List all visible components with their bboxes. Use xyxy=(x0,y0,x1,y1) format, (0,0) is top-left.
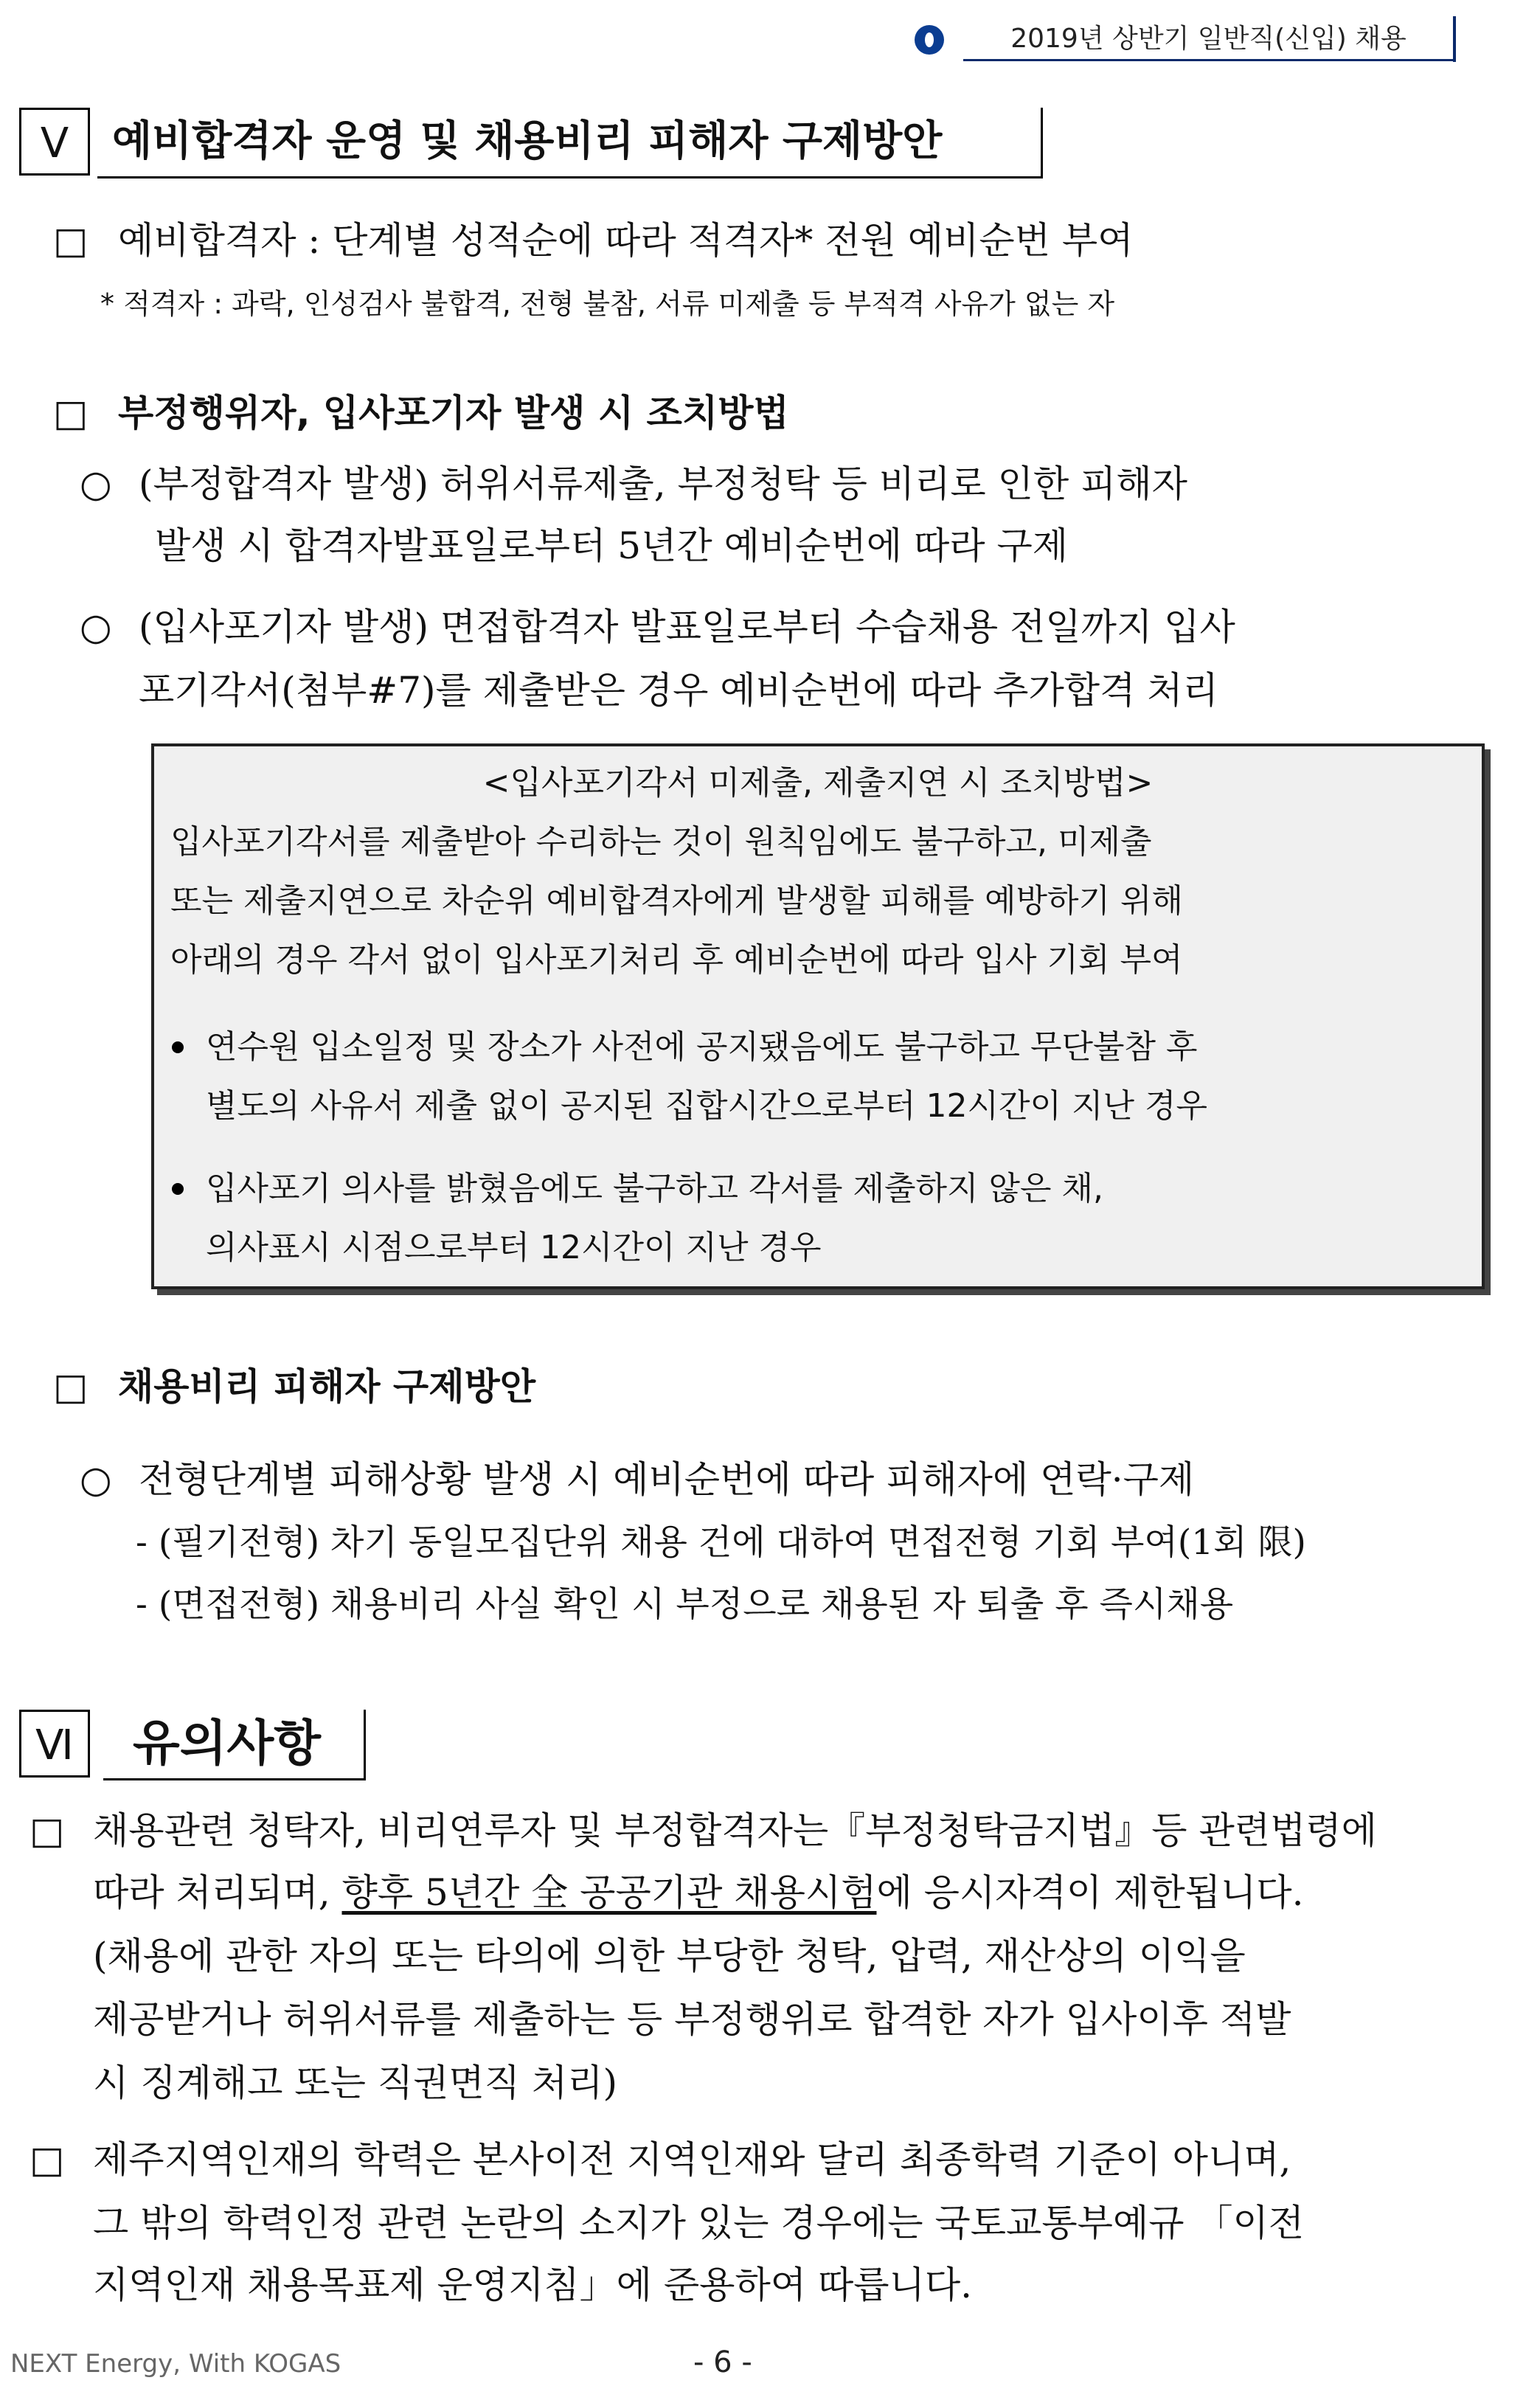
circle-bullet-icon: ○ xyxy=(80,606,112,648)
box-paragraph-line: 입사포기각서를 제출받아 수리하는 것이 원칙임에도 불구하고, 미제출 xyxy=(170,823,1152,861)
checkbox-square-icon: □ xyxy=(30,2138,65,2181)
withdrawal-notice-box xyxy=(151,743,1485,1289)
checkbox-square-icon: □ xyxy=(53,1365,89,1408)
reserve-heading: 예비합격자 : 단계별 성적순에 따라 적격자* 전원 예비순번 부여 xyxy=(118,219,1134,262)
relief-sub1: - (필기전형) 차기 동일모집단위 채용 건에 대하여 면접전형 기회 부여(1회 限) xyxy=(136,1522,1306,1563)
relief-item1: 전형단계별 피해상황 발생 시 예비순번에 따라 피해자에 연락·구제 xyxy=(139,1458,1195,1501)
header-divider xyxy=(1453,16,1456,62)
header-title: 2019년 상반기 일반직(신입) 채용 xyxy=(963,19,1454,61)
section-number: Ⅴ xyxy=(19,108,90,176)
box-paragraph-line: 아래의 경우 각서 없이 입사포기처리 후 예비순번에 따라 입사 기회 부여 xyxy=(170,941,1183,979)
box-bullet1-line1: 연수원 입소일정 및 장소가 사전에 공지됐음에도 불구하고 무단불참 후 xyxy=(206,1028,1198,1066)
checkbox-square-icon: □ xyxy=(30,1809,65,1852)
measures-heading: 부정행위자, 입사포기자 발생 시 조치방법 xyxy=(118,392,789,434)
section-title-box xyxy=(103,1710,366,1780)
caution-p1-line2-b: 에 응시자격이 제한됩니다. xyxy=(876,1871,1304,1914)
section-title: 예비합격자 운영 및 채용비리 피해자 구제방안 xyxy=(112,117,943,165)
caution-p2-line1: 제주지역인재의 학력은 본사이전 지역인재와 달리 최종학력 기준이 아니며, xyxy=(93,2138,1291,2181)
caution-p1-line2-a: 따라 처리되며, xyxy=(93,1871,342,1914)
kogas-logo-icon xyxy=(915,25,944,55)
caution-p1-line5: 시 징계해고 또는 직권면직 처리) xyxy=(93,2061,617,2104)
section-number: Ⅵ xyxy=(19,1710,90,1778)
measures-item2-line2: 포기각서(첨부#7)를 제출받은 경우 예비순번에 따라 추가합격 처리 xyxy=(139,669,1218,712)
caution-p1-line2-emphasis: 향후 5년간 全 공공기관 채용시험 xyxy=(341,1871,877,1914)
page-header xyxy=(915,16,1475,62)
page-number: - 6 - xyxy=(693,2345,752,2379)
caution-p1-line4: 제공받거나 허위서류를 제출하는 등 부정행위로 합격한 자가 입사이후 적발 xyxy=(93,1998,1291,2041)
circle-bullet-icon: ○ xyxy=(80,1458,112,1501)
measures-item1-line1: (부정합격자 발생) 허위서류제출, 부정청탁 등 비리로 인한 피해자 xyxy=(139,462,1187,505)
footer-slogan: NEXT Energy, With KOGAS xyxy=(10,2349,341,2379)
checkbox-square-icon: □ xyxy=(53,392,89,434)
box-bullet2-line2: 의사표시 시점으로부터 12시간이 지난 경우 xyxy=(206,1229,822,1266)
circle-bullet-icon: ○ xyxy=(80,462,112,505)
bullet-dot-icon xyxy=(172,1041,184,1053)
reserve-note: * 적격자 : 과락, 인성검사 불합격, 전형 불참, 서류 미제출 등 부적격 사유가 없는 자 xyxy=(100,288,1115,320)
box-title: <입사포기각서 미제출, 제출지연 시 조치방법> xyxy=(482,764,1154,802)
relief-heading: 채용비리 피해자 구제방안 xyxy=(118,1365,536,1408)
box-bullet2-line1: 입사포기 의사를 밝혔음에도 불구하고 각서를 제출하지 않은 채, xyxy=(206,1170,1103,1207)
measures-item2-line1: (입사포기자 발생) 면접합격자 발표일로부터 수습채용 전일까지 입사 xyxy=(139,606,1235,648)
section-title-box xyxy=(97,108,1043,178)
caution-p2-line3: 지역인재 채용목표제 운영지침」에 준용하여 따릅니다. xyxy=(93,2264,973,2306)
measures-item1-line2: 발생 시 합격자발표일로부터 5년간 예비순번에 따라 구제 xyxy=(155,524,1069,567)
bullet-dot-icon xyxy=(172,1183,184,1195)
caution-p2-line2: 그 밖의 학력인정 관련 논란의 소지가 있는 경우에는 국토교통부예규 「이전 xyxy=(93,2202,1305,2244)
caution-p1-line1: 채용관련 청탁자, 비리연루자 및 부정합격자는『부정청탁금지법』등 관련법령에 xyxy=(93,1809,1377,1852)
caution-p1-line2 xyxy=(93,1870,1303,1915)
relief-sub2: - (면접전형) 채용비리 사실 확인 시 부정으로 채용된 자 퇴출 후 즉시채용 xyxy=(136,1584,1234,1625)
section-title: 유의사항 xyxy=(133,1715,322,1772)
checkbox-square-icon: □ xyxy=(53,219,89,262)
caution-p1-line3: (채용에 관한 자의 또는 타의에 의한 부당한 청탁, 압력, 재산상의 이익을 xyxy=(93,1935,1246,1977)
box-paragraph-line: 또는 제출지연으로 차순위 예비합격자에게 발생할 피해를 예방하기 위해 xyxy=(170,882,1184,920)
box-bullet1-line2: 별도의 사유서 제출 없이 공지된 집합시간으로부터 12시간이 지난 경우 xyxy=(206,1087,1207,1125)
